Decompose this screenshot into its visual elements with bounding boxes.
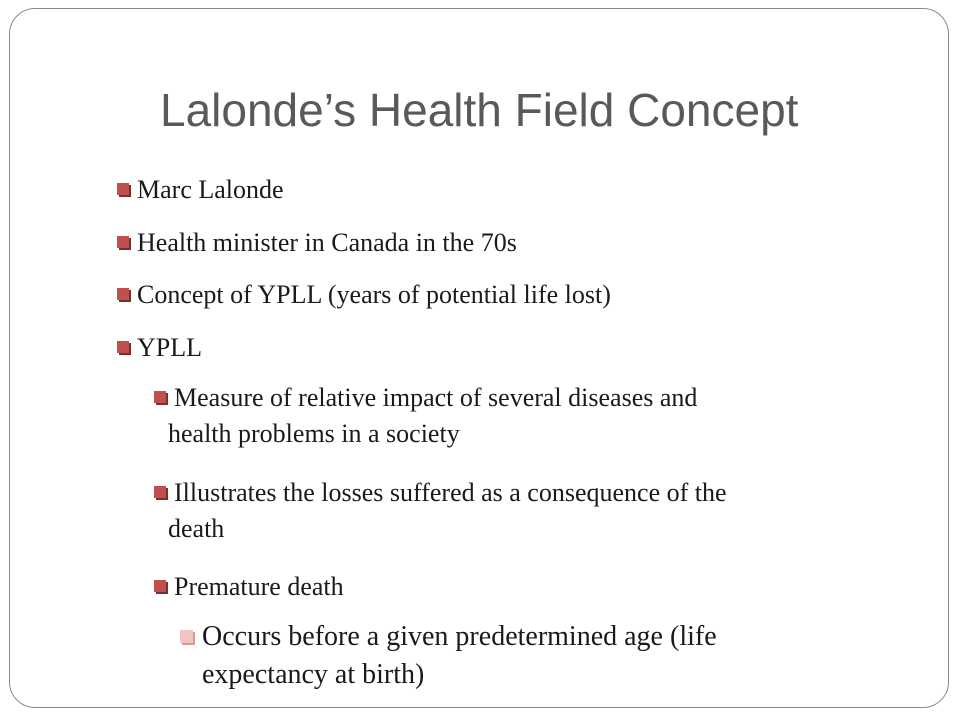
sub-sub-bullet-item bbox=[180, 618, 880, 694]
bullet-text bbox=[154, 380, 894, 452]
bullet-item bbox=[117, 225, 517, 261]
square-bullet-icon bbox=[117, 341, 129, 353]
bullet-text: Concept of YPLL (years of potential life lost) bbox=[137, 280, 611, 309]
sub-bullet-item bbox=[154, 475, 894, 547]
square-bullet-icon bbox=[180, 630, 193, 643]
bullet-list bbox=[10, 9, 950, 709]
bullet-item bbox=[117, 172, 284, 208]
bullet-text-line-1: Occurs before a given predetermined age (life bbox=[202, 621, 717, 652]
bullet-text-line-2: expectancy at birth) bbox=[202, 659, 425, 690]
bullet-text-line-1: Illustrates the losses suffered as a consequence of the bbox=[174, 478, 727, 507]
bullet-item bbox=[117, 277, 611, 313]
bullet-item bbox=[117, 330, 202, 366]
square-bullet-icon bbox=[154, 391, 166, 403]
bullet-text: Health minister in Canada in the 70s bbox=[137, 228, 517, 257]
square-bullet-icon bbox=[154, 580, 166, 592]
sub-bullet-item bbox=[154, 380, 894, 452]
bullet-text-line-2: death bbox=[168, 514, 225, 543]
slide bbox=[9, 8, 949, 708]
bullet-text: Marc Lalonde bbox=[137, 175, 284, 204]
bullet-text: Premature death bbox=[174, 572, 344, 601]
bullet-text-line-1: Measure of relative impact of several diseases and bbox=[174, 383, 698, 412]
slide-title: Lalonde’s Health Field Concept bbox=[160, 84, 799, 136]
bullet-text bbox=[180, 618, 880, 694]
square-bullet-icon bbox=[154, 486, 166, 498]
bullet-text: YPLL bbox=[137, 333, 202, 362]
sub-bullet-item bbox=[154, 569, 894, 605]
square-bullet-icon bbox=[117, 288, 129, 300]
square-bullet-icon bbox=[117, 236, 129, 248]
bullet-text bbox=[154, 475, 894, 547]
square-bullet-icon bbox=[117, 183, 129, 195]
bullet-text-line-2: health problems in a society bbox=[168, 419, 460, 448]
